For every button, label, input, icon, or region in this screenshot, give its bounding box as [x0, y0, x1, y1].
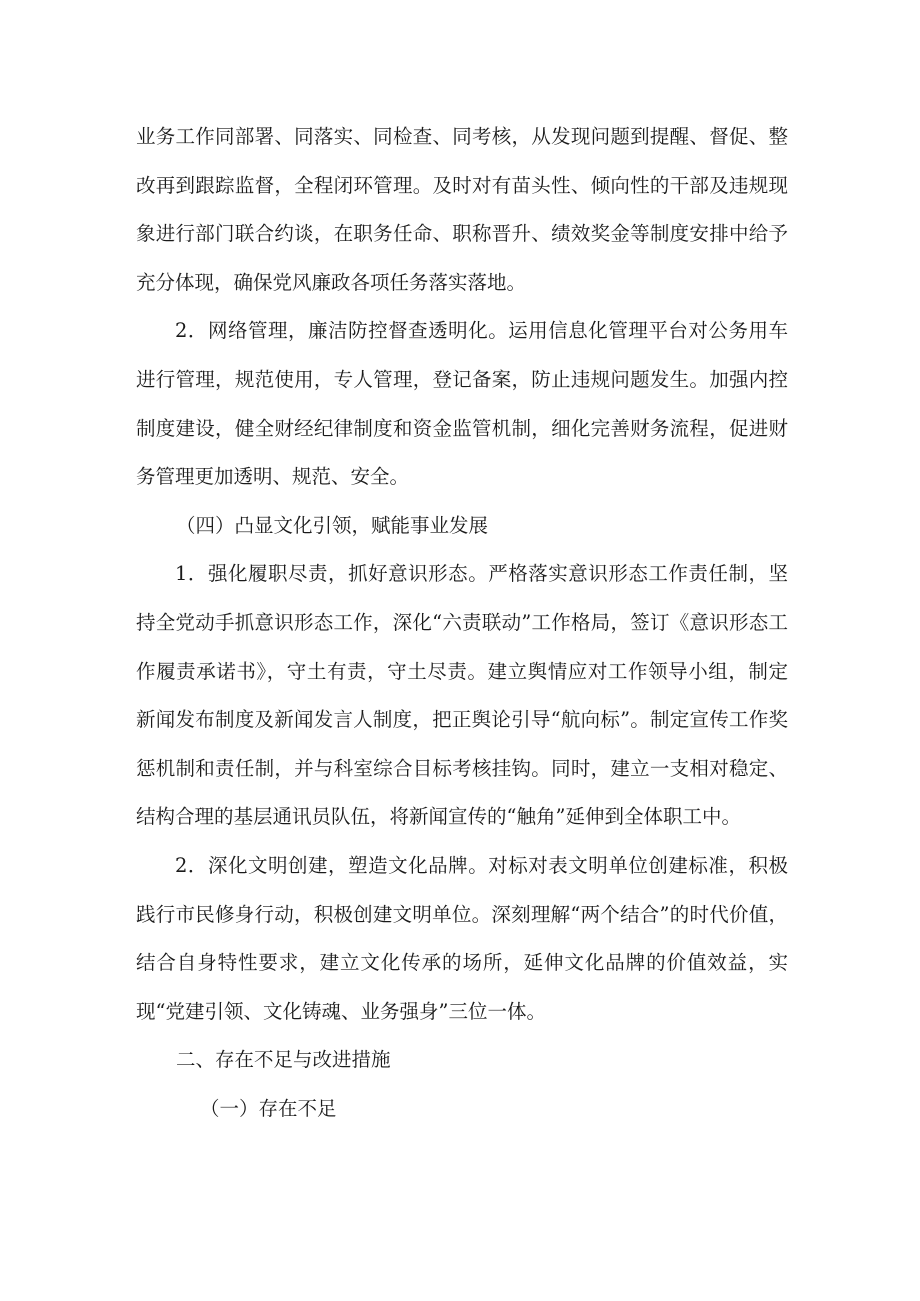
- subsection-heading-shortcomings: （一）存在不足: [200, 1096, 337, 1120]
- section-heading-shortcomings: 二、存在不足与改进措施: [176, 1048, 391, 1072]
- paragraph-ideology: 1．强化履职尽责，抓好意识形态。严格落实意识形态工作责任制，坚持全党动手抓意识形态工作，深化“六责联动”工作格局，签订《意识形态工作履责承诺书》，守土有责，守土尽责。建立舆情应对工作领导小组，制定新闻发布制度及新闻发言人制度，把正舆论引导“航向标”。制定宣传工作奖惩机制和责任制，并与科室综合目标考核挂钩。同时，建立一支相对稳定、结构合理的基层通讯员队伍，将新闻宣传的“触角”延伸到全体职工中。: [136, 562, 788, 829]
- paragraph-civilization: 2．深化文明创建，塑造文化品牌。对标对表文明单位创建标准，积极践行市民修身行动，积极创建文明单位。深刻理解“两个结合”的时代价值，结合自身特性要求，建立文化传承的场所，延伸文化品牌的价值效益，实现“党建引领、文化铸魂、业务强身”三位一体。: [136, 853, 788, 1023]
- paragraph-continuation: 业务工作同部署、同落实、同检查、同考核，从发现问题到提醒、督促、整改再到跟踪监督，全程闭环管理。及时对有苗头性、倾向性的干部及违规现象进行部门联合约谈，在职务任命、职称晋升、绩效奖金等制度安排中给予充分体现，确保党风廉政各项任务落实落地。: [136, 125, 788, 294]
- document-body: [136, 113, 788, 1133]
- paragraph-network-management: 2．网络管理，廉洁防控督查透明化。运用信息化管理平台对公务用车进行管理，规范使用，专人管理，登记备案，防止违规问题发生。加强内控制度建设，健全财经纪律制度和资金监管机制，细化完善财务流程，促进财务管理更加透明、规范、安全。: [136, 319, 788, 489]
- section-heading-culture: （四）凸显文化引领，赋能事业发展: [176, 513, 489, 537]
